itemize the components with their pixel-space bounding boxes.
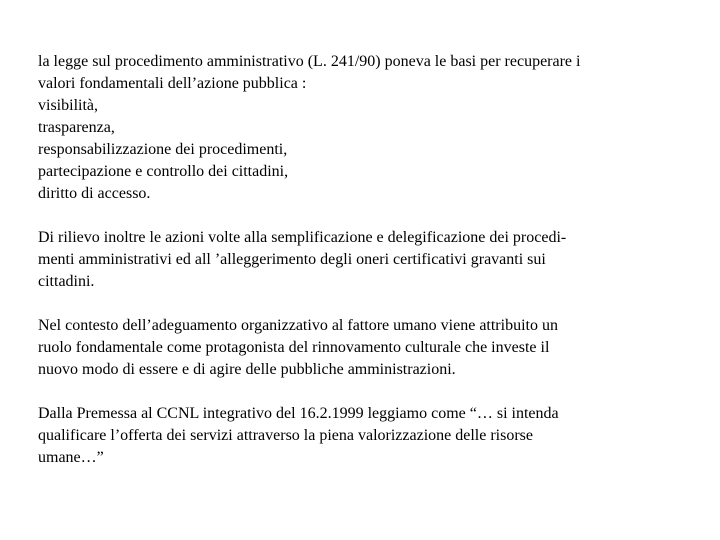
text-line: la legge sul procedimento amministrativo (L. 241/90) poneva le basi per recuperare i — [38, 53, 581, 70]
text-line: umane…” — [38, 449, 104, 466]
paragraph-fattore-umano — [38, 315, 678, 381]
text-line: cittadini. — [38, 273, 95, 290]
list-item-diritto-accesso: diritto di accesso. — [38, 185, 151, 202]
paragraph-ccnl — [38, 403, 678, 469]
text-line: Di rilievo inoltre le azioni volte alla semplificazione e delegificazione dei procedi- — [38, 229, 567, 246]
text-line: menti amministrativi ed all ’alleggerimento degli oneri certificativi gravanti sui — [38, 251, 546, 268]
paragraph-legge-241 — [38, 51, 678, 205]
list-item-responsabilizzazione: responsabilizzazione dei procedimenti, — [38, 141, 288, 158]
list-item-trasparenza: trasparenza, — [38, 119, 115, 136]
list-item-visibilita: visibilità, — [38, 97, 98, 114]
text-line: valori fondamentali dell’azione pubblica : — [38, 75, 307, 92]
list-item-partecipazione: partecipazione e controllo dei cittadini, — [38, 163, 289, 180]
text-line: nuovo modo di essere e di agire delle pubbliche amministrazioni. — [38, 361, 456, 378]
text-line: Nel contesto dell’adeguamento organizzativo al fattore umano viene attribuito un — [38, 317, 558, 334]
text-line: qualificare l’offerta dei servizi attraverso la piena valorizzazione delle risorse — [38, 427, 534, 444]
text-line: Dalla Premessa al CCNL integrativo del 16.2.1999 leggiamo come “… si intenda — [38, 405, 559, 422]
text-line: ruolo fondamentale come protagonista del rinnovamento culturale che investe il — [38, 339, 550, 356]
body-text — [38, 51, 678, 491]
paragraph-semplificazione — [38, 227, 678, 293]
